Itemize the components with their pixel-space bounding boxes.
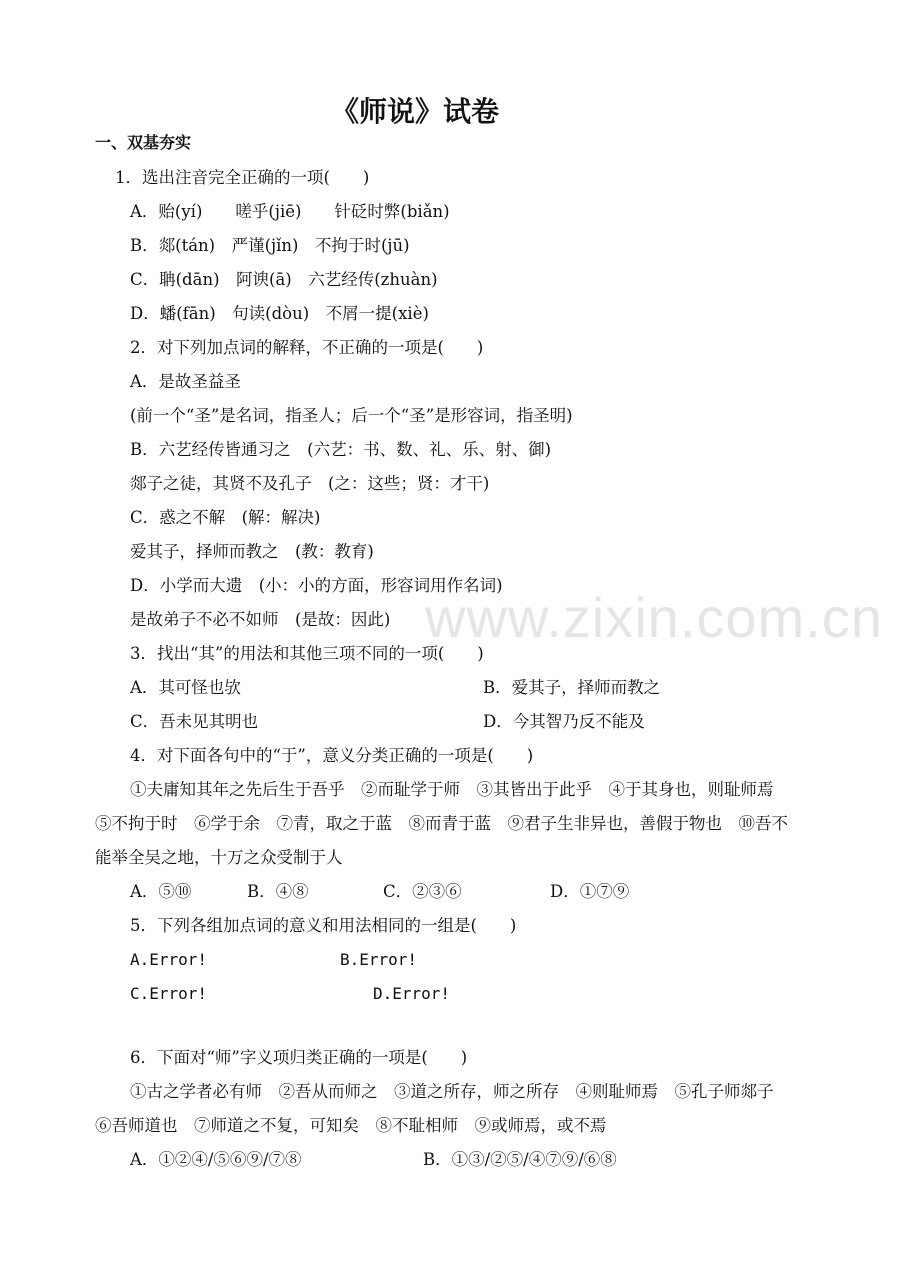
page-title: 《师说》试卷: [330, 95, 499, 128]
question-2-option-b-2: 郯子之徒，其贤不及孔子 (之：这些；贤：才干): [130, 474, 490, 493]
question-5-option-c: C.Error!: [130, 984, 208, 1003]
question-2-option-a: A．是故圣益圣: [130, 372, 241, 391]
question-2-option-d: D．小学而大遗 (小：小的方面，形容词用作名词): [130, 576, 503, 595]
question-1-stem: 1．选出注音完全正确的一项( ): [115, 168, 370, 187]
question-4-option-c: C．②③⑥: [383, 882, 462, 901]
question-5-option-d: D.Error!: [373, 984, 451, 1003]
question-2-option-c: C．惑之不解 (解：解决): [130, 508, 321, 527]
question-4-option-a: A．⑤⑩: [130, 882, 192, 901]
question-4-sentences-1: ①夫庸知其年之先后生于吾乎 ②而耻学于师 ③其皆出于此乎 ④于其身也，则耻师焉: [130, 780, 774, 799]
question-2-option-b: B．六艺经传皆通习之 (六艺：书、数、礼、乐、射、御): [130, 440, 551, 459]
question-3-option-c: C．吾未见其明也: [130, 712, 259, 731]
question-6-sentences-1: ①古之学者必有师 ②吾从而师之 ③道之所存，师之所存 ④则耻师焉 ⑤孔子师郯子: [130, 1082, 774, 1101]
question-1-option-b: B．郯(tán) 严谨(jǐn) 不拘于时(jū): [130, 236, 410, 255]
question-4-option-d: D．①⑦⑨: [550, 882, 630, 901]
question-3-option-a: A．其可怪也欤: [130, 678, 241, 697]
section-heading: 一、双基夯实: [95, 133, 192, 152]
question-2-option-d-2: 是故弟子不必不如师 (是故：因此): [130, 610, 391, 629]
question-1-option-c: C．聃(dān) 阿谀(ā) 六艺经传(zhuàn): [130, 270, 438, 289]
watermark: www.zixin.com.cn: [425, 586, 883, 649]
question-5-option-b: B.Error!: [340, 950, 418, 969]
question-4-sentences-2: ⑤不拘于时 ⑥学于余 ⑦青，取之于蓝 ⑧而青于蓝 ⑨君子生非异也，善假于物也 ⑩吾不: [95, 814, 788, 833]
question-5-stem: 5．下列各组加点词的意义和用法相同的一组是( ): [130, 916, 517, 935]
question-2-option-c-2: 爱其子，择师而教之 (教：教育): [130, 542, 374, 561]
question-6-option-a: A．①②④/⑤⑥⑨/⑦⑧: [130, 1150, 302, 1169]
question-6-stem: 6．下面对“师”字义项归类正确的一项是( ): [130, 1048, 468, 1067]
question-4-option-b: B．④⑧: [247, 882, 309, 901]
question-4-sentences-3: 能举全吴之地，十万之众受制于人: [95, 848, 343, 867]
question-3-stem: 3．找出“其”的用法和其他三项不同的一项( ): [130, 644, 484, 663]
question-3-option-d: D．今其智乃反不能及: [483, 712, 645, 731]
question-6-sentences-2: ⑥吾师道也 ⑦师道之不复，可知矣 ⑧不耻相师 ⑨或师焉，或不焉: [95, 1116, 607, 1135]
question-4-stem: 4．对下面各句中的“于”，意义分类正确的一项是( ): [130, 746, 534, 765]
question-2-option-a-note: (前一个“圣”是名词，指圣人；后一个“圣”是形容词，指圣明): [130, 406, 573, 425]
question-6-option-b: B．①③/②⑤/④⑦⑨/⑥⑧: [423, 1150, 617, 1169]
question-3-option-b: B．爱其子，择师而教之: [483, 678, 661, 697]
question-5-option-a: A.Error!: [130, 950, 208, 969]
question-1-option-d: D．蟠(fān) 句读(dòu) 不屑一提(xiè): [130, 304, 429, 323]
question-1-option-a: A．贻(yí) 嗟乎(jiē) 针砭时弊(biǎn): [130, 202, 450, 221]
question-2-stem: 2．对下列加点词的解释，不正确的一项是( ): [130, 338, 484, 357]
